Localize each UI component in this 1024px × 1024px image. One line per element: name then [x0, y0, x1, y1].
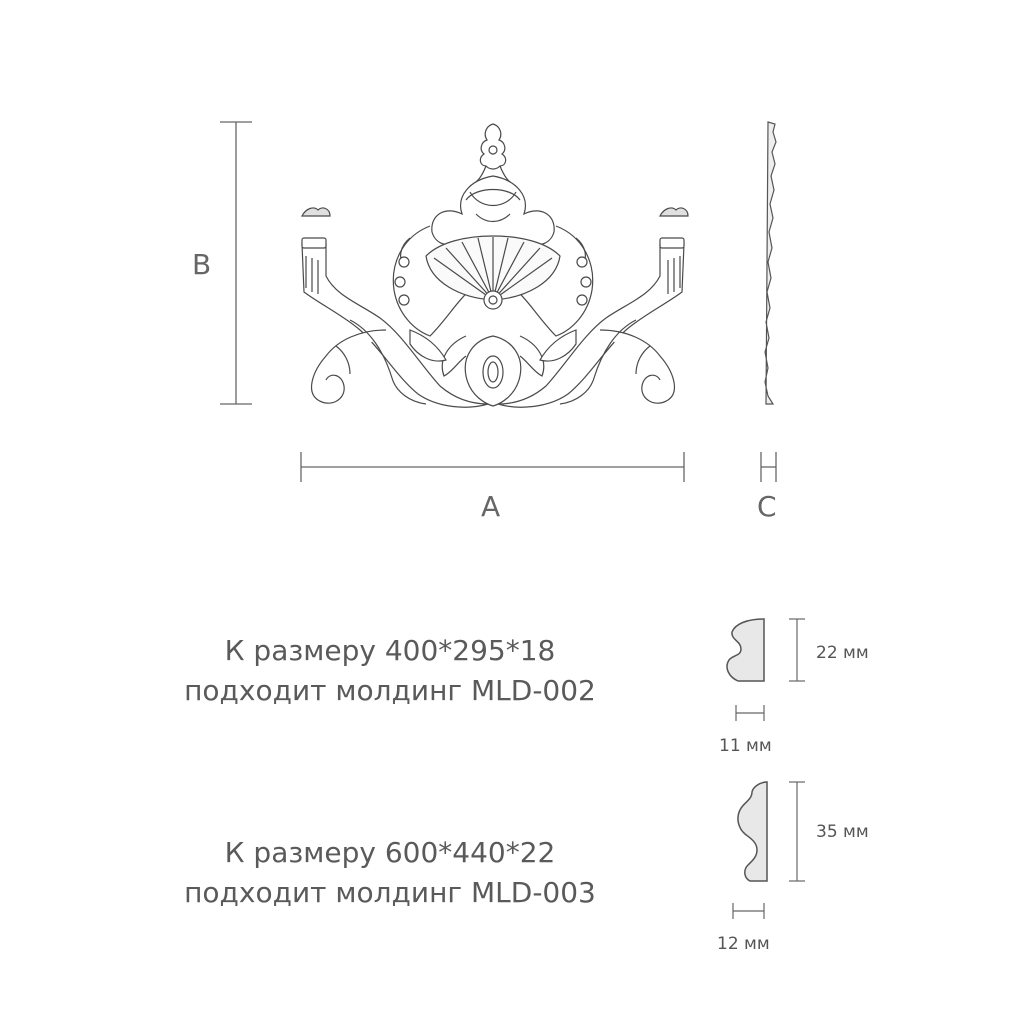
molding-note-1 — [0, 631, 780, 711]
molding-1-height-label: 22 мм — [816, 643, 869, 663]
ornament-side-profile — [765, 122, 776, 404]
ornament-shell — [426, 236, 560, 309]
molding-note-1-line1: К размеру 400*295*18 — [224, 634, 556, 667]
molding-note-2-line2: подходит молдинг MLD-003 — [184, 876, 596, 909]
ornament-crest — [432, 176, 554, 245]
ornament-medallion — [465, 336, 521, 406]
dimension-c — [761, 452, 776, 482]
dimension-a — [301, 452, 684, 482]
ornament-left-detail — [302, 208, 330, 216]
dimension-b-label: B — [192, 248, 212, 281]
dimension-c-label: C — [757, 490, 777, 523]
molding-note-1-line2: подходит молдинг MLD-002 — [184, 674, 596, 707]
molding-2-height-label: 35 мм — [816, 822, 869, 842]
molding-1-width-label: 11 мм — [719, 736, 772, 756]
molding-2-width-label: 12 мм — [717, 934, 770, 954]
molding-note-2 — [0, 833, 780, 913]
ornament-front-view — [302, 124, 688, 407]
ornament-finial — [470, 124, 516, 186]
dimension-a-label: A — [481, 490, 501, 523]
ornament-right-detail — [660, 208, 688, 216]
dimension-b — [220, 122, 252, 404]
molding-note-2-line1: К размеру 600*440*22 — [224, 836, 556, 869]
